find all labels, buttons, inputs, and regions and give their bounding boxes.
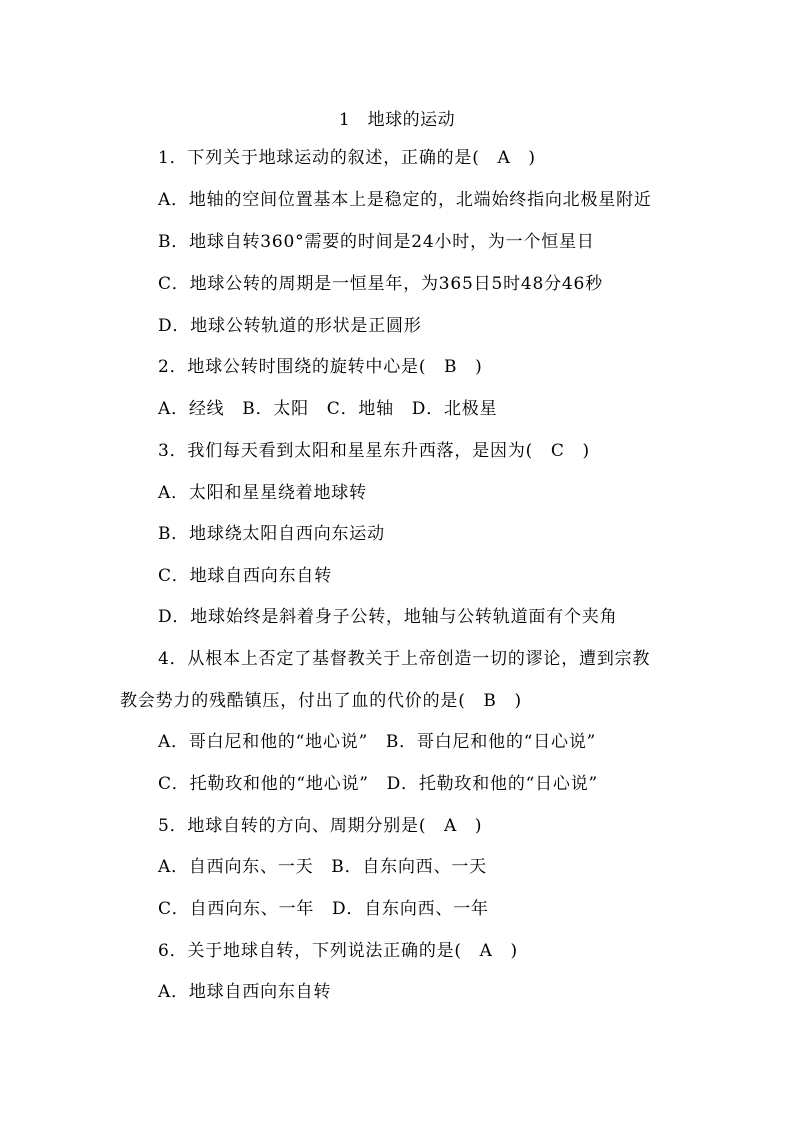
question-1: 1．下列关于地球运动的叙述，正确的是( A ) bbox=[158, 148, 536, 168]
question-4-options-cd: C．托勒玫和他的“地心说” D．托勒玫和他的“日心说” bbox=[158, 774, 598, 794]
question-3-option-c: C．地球自西向东自转 bbox=[158, 566, 333, 586]
question-3-option-d: D．地球始终是斜着身子公转，地轴与公转轨道面有个夹角 bbox=[158, 607, 618, 627]
question-3-option-b: B．地球绕太阳自西向东运动 bbox=[158, 524, 385, 544]
question-5: 5．地球自转的方向、周期分别是( A ) bbox=[158, 816, 483, 836]
question-5-options-ab: A．自西向东、一天 B．自东向西、一天 bbox=[158, 857, 487, 877]
question-1-option-c: C．地球公转的周期是一恒星年，为365日5时48分46秒 bbox=[158, 274, 603, 294]
question-3-option-a: A．太阳和星星绕着地球转 bbox=[158, 483, 367, 503]
page-title: 1 地球的运动 bbox=[338, 110, 456, 130]
question-5-options-cd: C．自西向东、一年 D．自东向西、一年 bbox=[158, 899, 489, 919]
question-4-line-1: 4．从根本上否定了基督教关于上帝创造一切的谬论，遭到宗教 bbox=[158, 649, 651, 669]
question-3: 3．我们每天看到太阳和星星东升西落，是因为( C ) bbox=[158, 441, 590, 461]
question-4-line-2: 教会势力的残酷镇压，付出了血的代价的是( B ) bbox=[120, 691, 522, 711]
question-2-options: A．经线 B．太阳 C．地轴 D．北极星 bbox=[158, 399, 498, 419]
question-4-options-ab: A．哥白尼和他的“地心说” B．哥白尼和他的“日心说” bbox=[158, 732, 597, 752]
question-6: 6．关于地球自转，下列说法正确的是( A ) bbox=[158, 941, 518, 961]
question-1-option-d: D．地球公转轨道的形状是正圆形 bbox=[158, 316, 422, 336]
question-2: 2．地球公转时围绕的旋转中心是( B ) bbox=[158, 357, 483, 377]
question-1-option-a: A．地轴的空间位置基本上是稳定的，北端始终指向北极星附近 bbox=[158, 190, 652, 210]
question-6-option-a: A．地球自西向东自转 bbox=[158, 982, 332, 1002]
question-1-option-b: B．地球自转360°需要的时间是24小时，为一个恒星日 bbox=[158, 232, 595, 252]
